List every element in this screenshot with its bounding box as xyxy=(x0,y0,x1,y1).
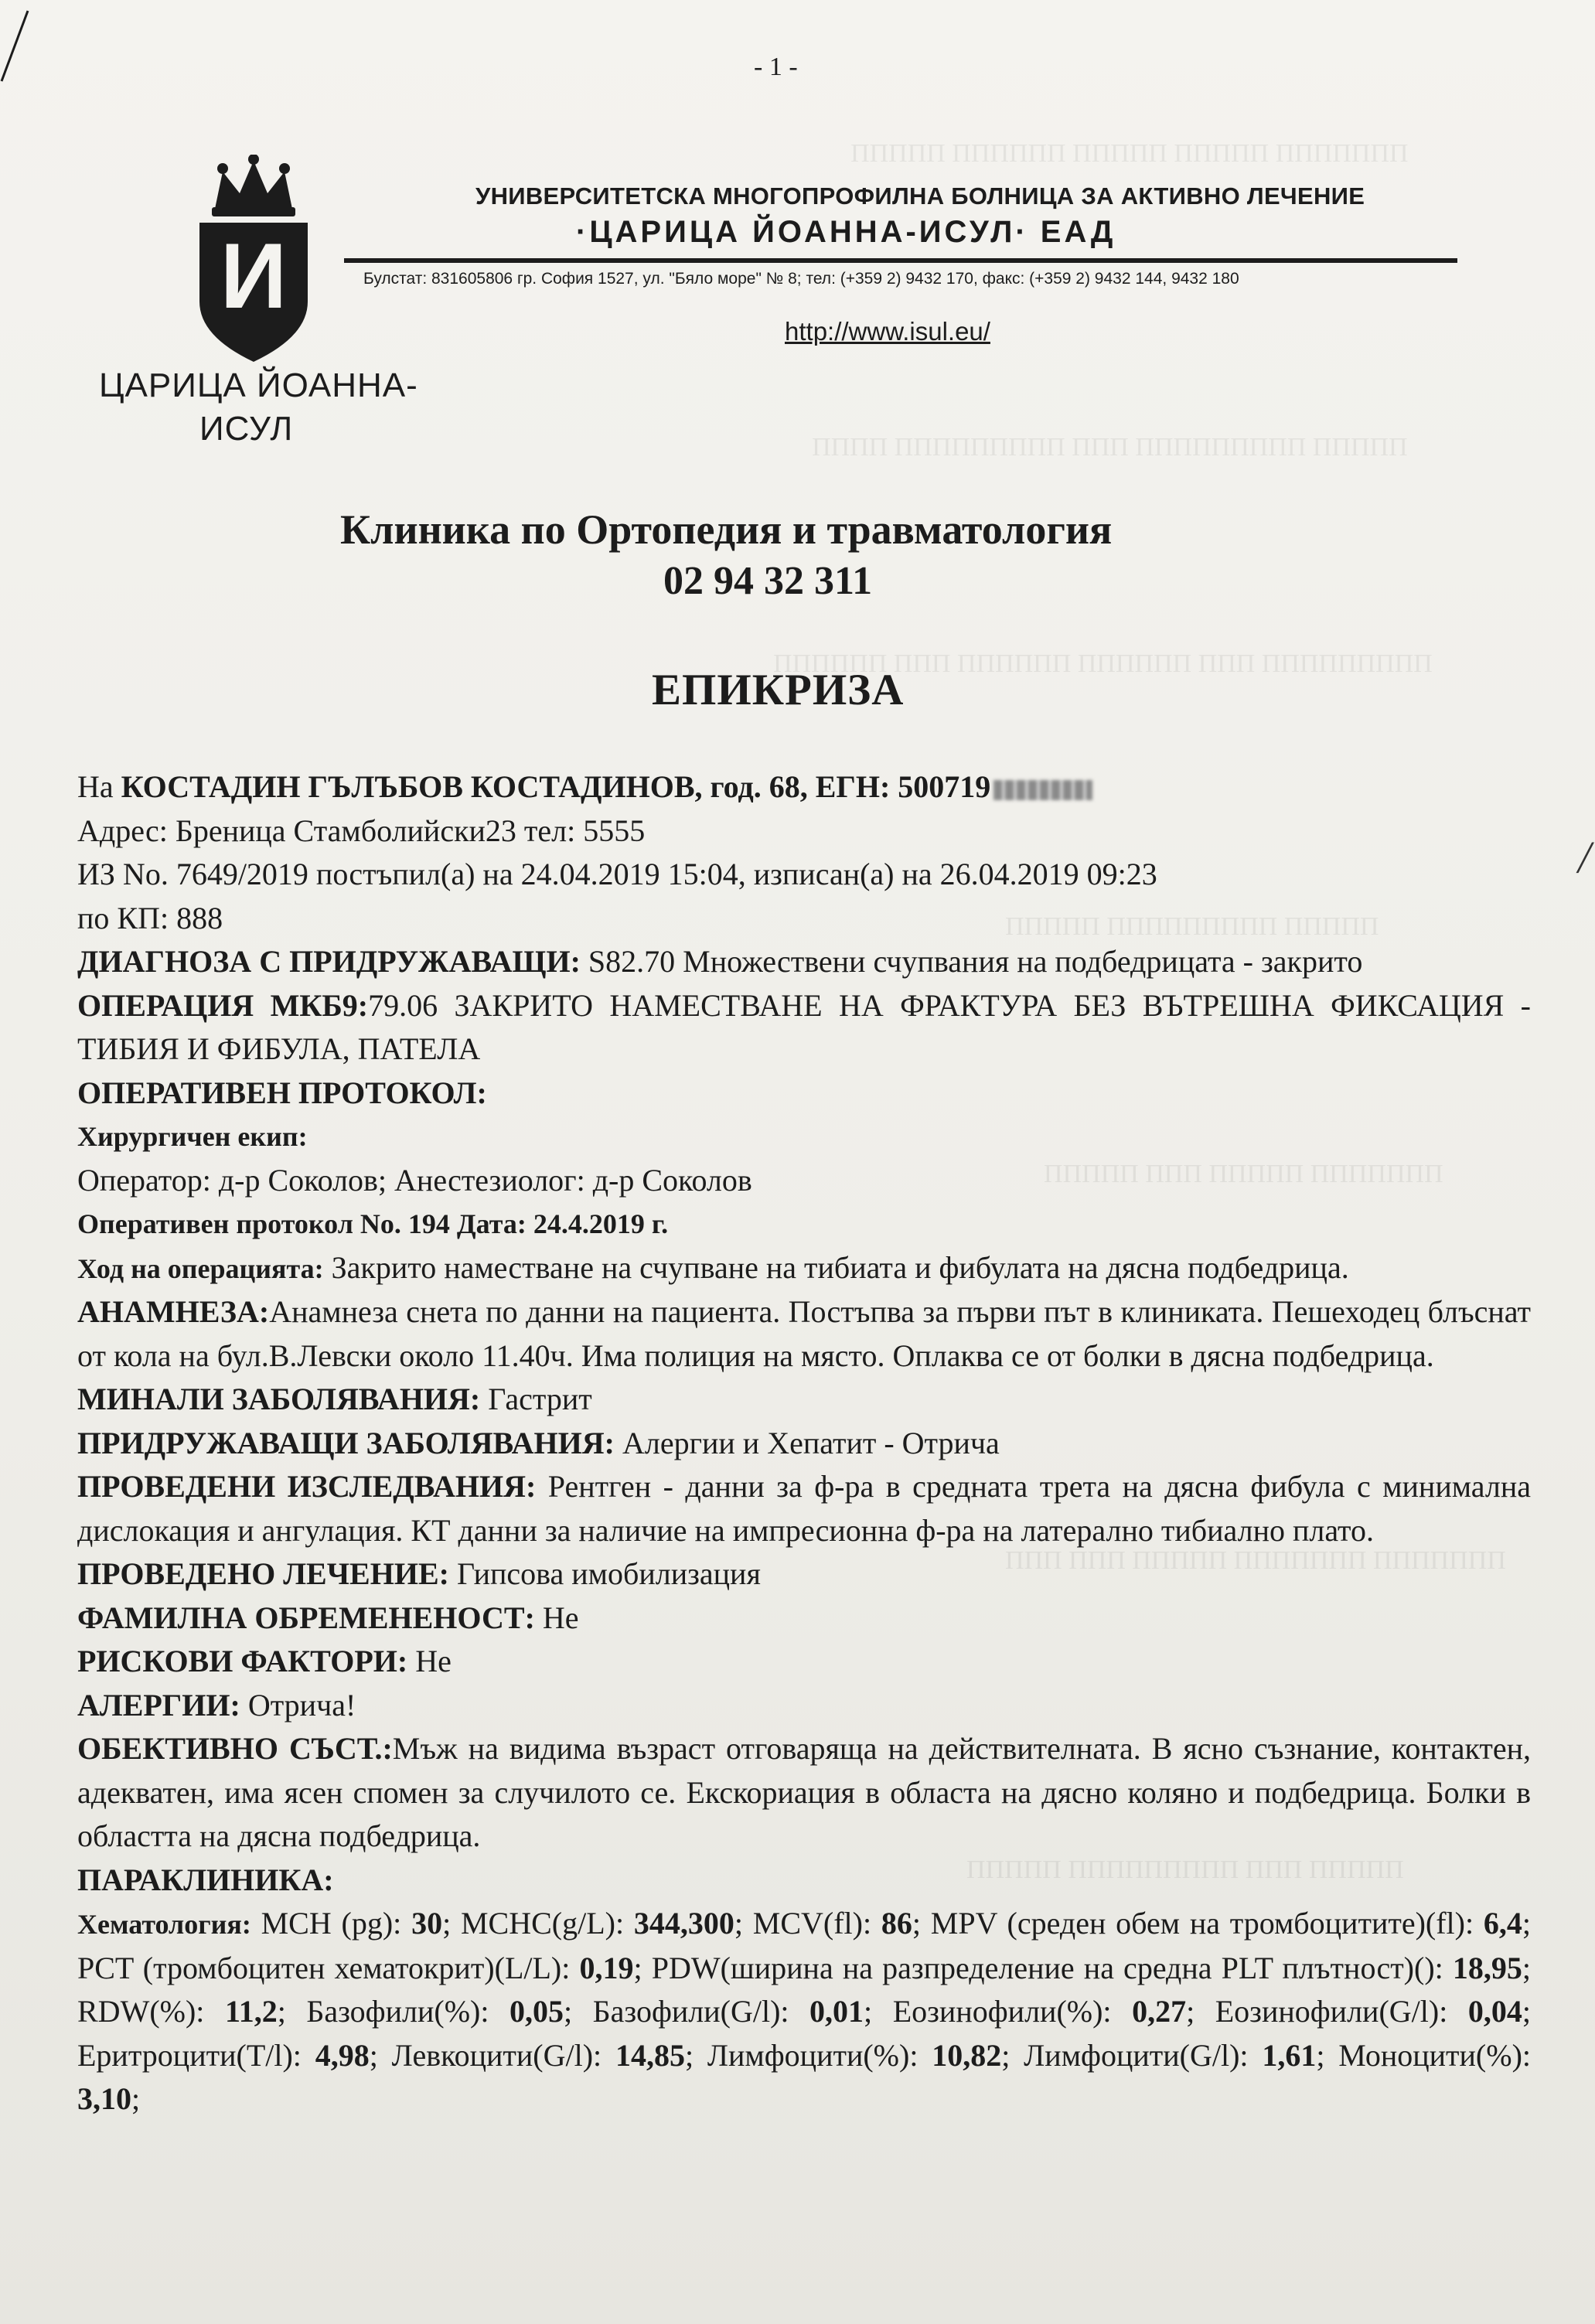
hospital-url-link[interactable]: http://www.isul.eu/ xyxy=(785,317,990,346)
comorbidities-text: Алергии и Хепатит - Отрича xyxy=(614,1425,1000,1460)
operation-course xyxy=(77,1246,1531,1291)
hematology-label: Хематология: xyxy=(77,1909,251,1940)
lab-item-name: ; Лимфоцити(%): xyxy=(684,2037,932,2073)
hospital-logo-icon xyxy=(184,155,323,363)
lab-item-value: 18,95 xyxy=(1452,1950,1522,1985)
lab-item-value: 30 xyxy=(411,1906,443,1941)
lab-item-name: ; Базофили(%): xyxy=(277,1994,510,2029)
letterhead-divider xyxy=(344,258,1457,263)
objective-label: ОБЕКТИВНО СЪСТ.: xyxy=(77,1731,393,1766)
hospital-contact: Булстат: 831605806 гр. София 1527, ул. "Бяло море" № 8; тел: (+359 2) 9432 170, факс: (+359 2) 9432 144, 9432 180 xyxy=(363,270,1239,288)
document-page: ППППППП ППППП ППППП ПППППП ППППП ППППП ППППППППП ППП ППППППППП ПППП ППППППППП ППП ПППППП ПППППП ППП ПППППП ППППП ППППППППП ППППП ППППППП ППППП ППП ППППП ППППППП ППППППП ППППП ППП ППП ППППП ППП ППППППППП ППППП - 1 - И ЦАРИЦА ЙОАННА- ИСУЛ УНИВЕРСИТЕТСКА МНОГОПРОФИЛНА БОЛНИЦА ЗА АКТИВНО ЛЕЧЕНИЕ ·ЦАРИЦА ЙОАННА-ИСУЛ· ЕАД Булстат: 831605806 гр. София 1527, ул. "Бяло море" № 8; тел: (+359 2) 9432 170, факс: (+359 2) 9432 144, 9432 180 http://www.isul.eu/ Клиника по Ортопедия и травматология 02 94 32 311 ЕПИКРИЗА На КОСТАДИН ГЪЛЪБОВ КОСТАДИНОВ, год. 68, ЕГН: 500719 Адрес: Бреница Стамболийски23 тел: 5555 ИЗ No. 7649/2019 постъпил(а) на 24.04.2019 15:04, изписан(а) на 26.04.2019 09:23 по КП: 888 ДИАГНОЗА С ПРИДРУЖАВАЩИ: S82.70 Множествени счупвания на подбедрицата - закрито ОПЕРАЦИЯ МКБ9:79.06 ЗАКРИТО НАМЕСТВАНЕ НА ФРАКТУРА БЕЗ ВЪТРЕШНА ФИКСАЦИЯ - ТИБИЯ И ФИБУЛА, ПАТЕЛА ОПЕРАТИВЕН ПРОТОКОЛ: Хирургичен екип: Оператор: д-р Соколов; Анестезиолог: д-р Соколов Оперативен протокол No. 194 Дата: 24.4.2019 г. Ход на операцията: Закрито наместване на счупване на тибиата и фибулата на дясна подбедрица. АНАМНЕЗА:Анамнеза снета по данни на пациента. Постъпва за първи път в клиниката. Пешеходец блъснат от кола на бул.В.Левски около 11.40ч. Има полиция на място. Оплаква се от болки в дясна подбедрица. МИНАЛИ ЗАБОЛЯВАНИЯ: Гастрит ПРИДРУЖАВАЩИ ЗАБОЛЯВАНИЯ: Алергии и Хепатит - Отрича ПРОВЕДЕНИ ИЗСЛЕДВАНИЯ: Рентген - данни за ф-ра в средната трета на дясна фибула с минимална дислокация и ангулация. КТ данни за наличие на импресионна ф-ра на латерално тибиално плато. ПРОВЕДЕНО ЛЕЧЕНИЕ: Гипсова имобилизация ФАМИЛНА ОБРЕМЕНЕНОСТ: Не РИСКОВИ ФАКТОРИ: Не АЛЕРГИИ: Отрича! ОБЕКТИВНО СЪСТ.:Мъж на видима възраст отговаряща на действителната. В ясно съзнание, контактен, адекватен, има ясен спомен за случилото се. Екскориация в областа на дясно коляно и подбедрица. Болки в областта на дясна подбедрица. ПАРАКЛИНИКА: Хематология: MCH (pg): 30; MCHC(g/L): 344,300; MCV(fl): 86; MPV (среден обем на тромбоцитите)(fl): 6,4; PCT (тромбоцитен хематокрит)(L/L): 0,19; PDW(ширина на разпределение на средна PLT плътност)(): 18,95; RDW(%): 11,2; Базофили(%): 0,05; Базофили(G/l): 0,01; Еозинофили(%): 0,27; Еозинофили(G/l): 0,04; Еритроцити(T/l): 4,98; Левкоцити(G/l): 14,85; Лимфоцити(%): 10,82; Лимфоцити(G/l): 1,61; Моноцити(%): 3,10; ╱ xyxy=(0,0,1595,2324)
family-history-label: ФАМИЛНА ОБРЕМЕНЕНОСТ: xyxy=(77,1600,535,1635)
lab-item-name: ; Моноцити(%): xyxy=(1316,2037,1532,2073)
lab-item-name: ; MCV(fl): xyxy=(734,1906,881,1941)
treatment-label: ПРОВЕДЕНО ЛЕЧЕНИЕ: xyxy=(77,1556,449,1591)
risk-factors-label: РИСКОВИ ФАКТОРИ: xyxy=(77,1644,408,1678)
document-title: ЕПИКРИЗА xyxy=(652,666,905,714)
operation-course-label: Ход на операцията: xyxy=(77,1252,324,1284)
past-diseases-section xyxy=(77,1378,1531,1422)
lab-item-name: ; Левкоцити(G/l): xyxy=(369,2037,615,2073)
lab-item-value: 4,98 xyxy=(315,2037,370,2073)
patient-line xyxy=(77,765,1531,809)
lab-item-value: 3,10 xyxy=(77,2081,131,2116)
protocol-number: Оперативен протокол No. 194 Дата: 24.4.2019 г. xyxy=(77,1208,669,1239)
lab-item-name: ; Еозинофили(%): xyxy=(864,1994,1133,2029)
risk-factors-section xyxy=(77,1640,1531,1684)
epicrisis-body xyxy=(77,765,1531,2121)
patient-kp: по КП: 888 xyxy=(77,900,223,935)
patient-address: Адрес: Бреница Стамболийски23 тел: 5555 xyxy=(77,813,646,848)
anamnesis-label: АНАМНЕЗА: xyxy=(77,1294,270,1329)
svg-text:И: И xyxy=(220,224,288,328)
lab-item-value: 0,01 xyxy=(809,1994,864,2029)
lab-item-value: 344,300 xyxy=(633,1906,734,1941)
lab-item-name: ; MPV (среден обем на тромбоцитите)(fl): xyxy=(912,1906,1484,1941)
lab-item-value: 86 xyxy=(881,1906,912,1941)
lab-item-name: ; PDW(ширина на разпределение на средна PLT плътност)(): xyxy=(633,1950,1453,1985)
lab-item-value: 14,85 xyxy=(615,2037,685,2073)
redacted-egn xyxy=(993,780,1092,800)
treatment-section xyxy=(77,1552,1531,1596)
lab-item-value: 10,82 xyxy=(932,2037,1002,2073)
page-number: - 1 - xyxy=(754,53,798,81)
studies-text: Рентген - данни за ф-ра в средната трета на дясна фибула с минимална дислокация и ангулация. КТ данни за наличие на импресионна ф-ра на латерално тибиално плато. xyxy=(77,1469,1532,1548)
hematology-results xyxy=(77,1902,1531,2121)
diagnosis-section xyxy=(77,940,1531,984)
objective-text: Мъж на видима възраст отговаряща на действителната. В ясно съзнание, контактен, адекватен, има ясен спомен за случилото се. Екскориация в областа на дясно коляно и подбедрица. Болки в областта на дясна подбедрица. xyxy=(77,1731,1531,1853)
surgical-team: Оператор: д-р Соколов; Анестезиолог: д-р Соколов xyxy=(77,1162,752,1198)
hospital-name-line2: ·ЦАРИЦА ЙОАННА-ИСУЛ· ЕАД xyxy=(576,215,1116,249)
protocol-heading: ОПЕРАТИВЕН ПРОТОКОЛ: xyxy=(77,1075,487,1110)
diagnosis-text: S82.70 Множествени счупвания на подбедрицата - закрито xyxy=(580,944,1363,979)
studies-section xyxy=(77,1465,1531,1552)
operation-course-text: Закрито наместване на счупване на тибиата и фибулата на дясна подбедрица. xyxy=(323,1249,1349,1285)
patient-prefix: На xyxy=(77,769,121,804)
lab-item-name: MCH (pg): xyxy=(250,1906,412,1941)
anamnesis-section xyxy=(77,1290,1531,1378)
lab-item-value: 6,4 xyxy=(1483,1906,1522,1941)
allergies-section xyxy=(77,1684,1531,1728)
operation-label: ОПЕРАЦИЯ МКБ9: xyxy=(77,987,369,1023)
lab-item-name: ; MCHC(g/L): xyxy=(442,1906,634,1941)
logo-caption-line2: ИСУЛ xyxy=(199,410,294,448)
clinic-name: Клиника по Ортопедия и травматология xyxy=(340,506,1113,553)
lab-item-value: 0,05 xyxy=(510,1994,564,2029)
patient-history: ИЗ No. 7649/2019 постъпил(а) на 24.04.2019 15:04, изписан(а) на 26.04.2019 09:23 xyxy=(77,857,1157,891)
logo-caption-line1: ЦАРИЦА ЙОАННА- xyxy=(99,366,418,404)
anamnesis-text: Анамнеза снета по данни на пациента. Постъпва за първи път в клиниката. Пешеходец блъснат от кола на бул.В.Левски около 11.40ч. Има полиция на място. Оплаква се от болки в дясна подбедрица. xyxy=(77,1294,1531,1373)
margin-mark: ╱ xyxy=(1577,844,1593,873)
clinic-phone: 02 94 32 311 xyxy=(663,559,873,603)
lab-item-name: ; PCT (тромбоцитен хематокрит)(L/L): xyxy=(77,1906,1532,1985)
lab-item-value: 1,61 xyxy=(1262,2037,1317,2073)
past-diseases-text: Гастрит xyxy=(480,1382,592,1416)
objective-section xyxy=(77,1727,1531,1859)
comorbidities-label: ПРИДРУЖАВАЩИ ЗАБОЛЯВАНИЯ: xyxy=(77,1425,615,1460)
studies-label: ПРОВЕДЕНИ ИЗСЛЕДВАНИЯ: xyxy=(77,1469,537,1504)
lab-item-name: ; Еритроцити(T/l): xyxy=(77,1994,1531,2073)
lab-item-value: 11,2 xyxy=(224,1994,278,2029)
family-history-section xyxy=(77,1596,1531,1641)
family-history-text: Не xyxy=(534,1600,579,1635)
patient-name-info: КОСТАДИН ГЪЛЪБОВ КОСТАДИНОВ, год. 68, ЕГН: 500719 xyxy=(121,769,991,804)
paraclinic-heading: ПАРАКЛИНИКА: xyxy=(77,1862,334,1897)
lab-item-value: 0,19 xyxy=(579,1950,634,1985)
surgical-team-label: Хирургичен екип: xyxy=(77,1121,308,1152)
risk-factors-text: Не xyxy=(407,1644,452,1678)
treatment-text: Гипсова имобилизация xyxy=(448,1556,761,1591)
allergies-text: Отрича! xyxy=(240,1687,356,1723)
lab-item-name: ; Еозинофили(G/l): xyxy=(1186,1994,1468,2029)
lab-item-value: 0,27 xyxy=(1132,1994,1187,2029)
hospital-name-line1: УНИВЕРСИТЕТСКА МНОГОПРОФИЛНА БОЛНИЦА ЗА АКТИВНО ЛЕЧЕНИЕ xyxy=(475,182,1365,210)
comorbidities-section xyxy=(77,1422,1531,1466)
past-diseases-label: МИНАЛИ ЗАБОЛЯВАНИЯ: xyxy=(77,1382,481,1416)
lab-item-name: ; Базофили(G/l): xyxy=(564,1994,810,2029)
pen-stroke-mark xyxy=(0,8,31,85)
diagnosis-label: ДИАГНОЗА С ПРИДРУЖАВАЩИ: xyxy=(77,944,581,979)
lab-list-end: ; xyxy=(131,2081,141,2116)
lab-item-value: 0,04 xyxy=(1467,1994,1522,2029)
lab-item-name: ; RDW(%): xyxy=(77,1950,1531,2029)
operation-section xyxy=(77,984,1531,1072)
allergies-label: АЛЕРГИИ: xyxy=(77,1687,240,1723)
operation-text: 79.06 ЗАКРИТО НАМЕСТВАНЕ НА ФРАКТУРА БЕЗ ВЪТРЕШНА ФИКСАЦИЯ - ТИБИЯ И ФИБУЛА, ПАТЕЛА xyxy=(77,987,1532,1066)
lab-item-name: ; Лимфоцити(G/l): xyxy=(1001,2037,1263,2073)
